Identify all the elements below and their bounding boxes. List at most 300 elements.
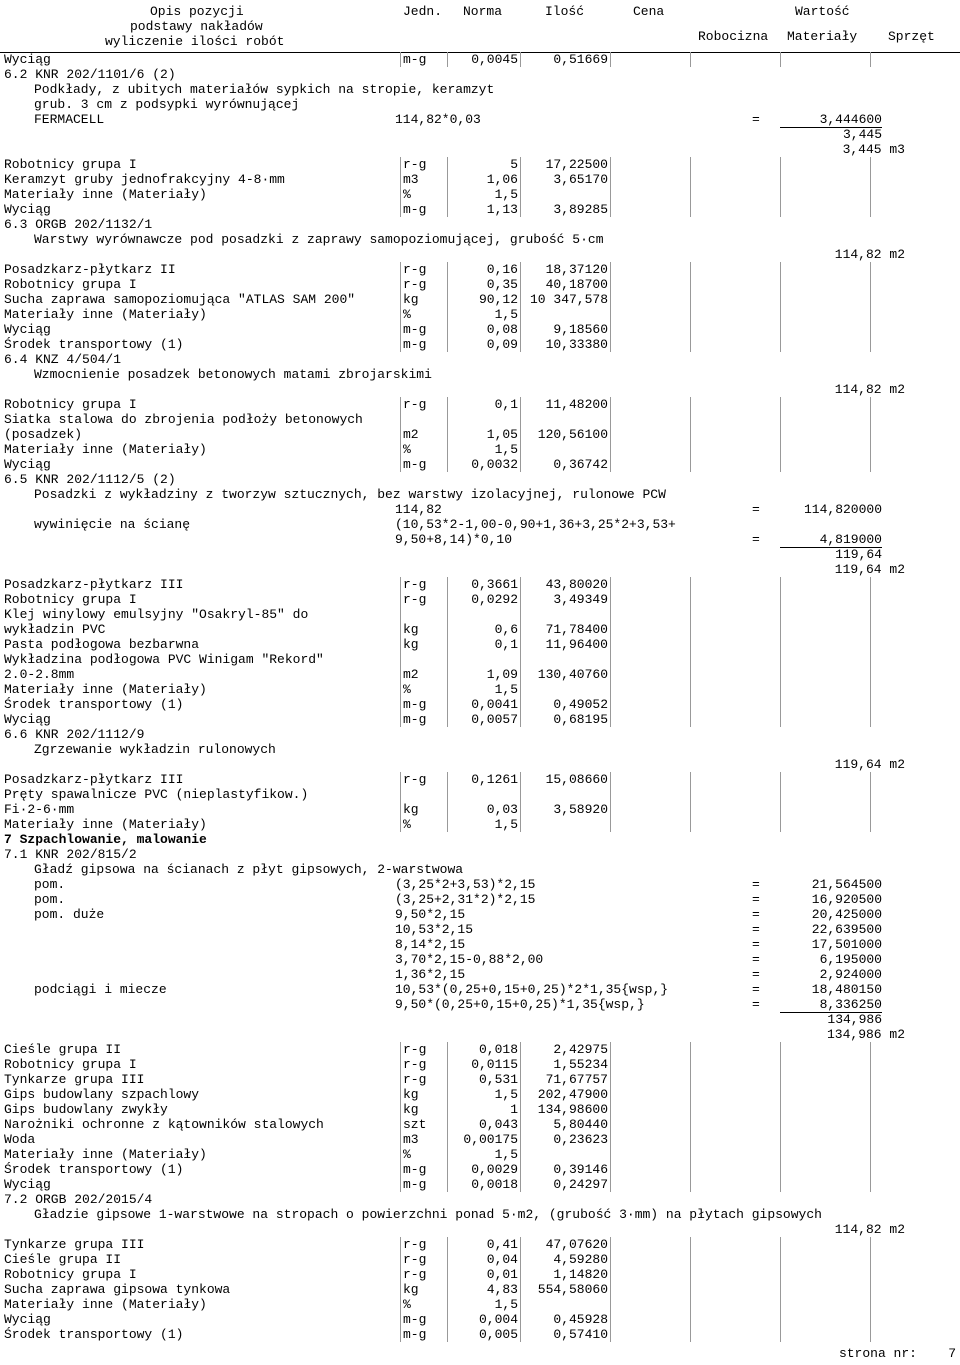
resource-ilosc: 134,98600 — [537, 1102, 608, 1117]
resource-norma: 0,004 — [478, 1312, 518, 1327]
estimate-table — [0, 52, 960, 1342]
table-row — [0, 682, 960, 697]
resource-unit: % — [403, 307, 411, 322]
calc-expression: (10,53*2-1,00-0,90+1,36+3,25*2+3,53+ — [395, 517, 676, 532]
resource-name: Sucha zaprawa gipsowa tynkowa — [4, 1282, 231, 1297]
resource-norma: 0,0292 — [471, 592, 518, 607]
calc-equals: = — [752, 502, 760, 517]
table-row — [0, 952, 960, 967]
table-row — [0, 337, 960, 352]
resource-ilosc: 0,51669 — [553, 52, 608, 67]
resource-norma: 0,0029 — [471, 1162, 518, 1177]
table-row — [0, 1207, 960, 1222]
resource-ilosc: 3,89285 — [553, 202, 608, 217]
resource-unit: r-g — [403, 1057, 427, 1072]
quantity-total: 134,986 m2 — [826, 1027, 905, 1042]
calc-equals: = — [752, 997, 760, 1012]
resource-unit: m2 — [403, 427, 419, 442]
resource-norma: 0,6 — [494, 622, 518, 637]
calc-value: 22,639500 — [811, 922, 882, 937]
resource-unit: r-g — [403, 1072, 427, 1087]
resource-name: Materiały inne (Materiały) — [4, 817, 207, 832]
resource-ilosc: 4,59280 — [553, 1252, 608, 1267]
resource-name: Wyciąg — [4, 457, 51, 472]
resource-ilosc: 47,07620 — [545, 1237, 608, 1252]
resource-norma: 0,1 — [494, 637, 518, 652]
header-jedn: Jedn. — [403, 4, 443, 19]
table-row — [0, 262, 960, 277]
calc-value: 8,336250 — [780, 997, 882, 1013]
table-row — [0, 742, 960, 757]
table-row — [0, 127, 960, 142]
resource-ilosc: 130,40760 — [537, 667, 608, 682]
resource-ilosc: 554,58060 — [537, 1282, 608, 1297]
table-row — [0, 52, 960, 67]
resource-name: Materiały inne (Materiały) — [4, 1147, 207, 1162]
resource-norma: 0,41 — [486, 1237, 518, 1252]
resource-norma: 0,0045 — [471, 52, 518, 67]
table-row — [0, 1282, 960, 1297]
calc-value: 20,425000 — [811, 907, 882, 922]
resource-norma: 0,1 — [494, 397, 518, 412]
table-row — [0, 232, 960, 247]
resource-norma: 1 — [510, 1102, 518, 1117]
resource-norma: 0,00175 — [463, 1132, 518, 1147]
resource-norma: 1,5 — [494, 307, 518, 322]
resource-norma: 0,35 — [486, 277, 518, 292]
table-row — [0, 1297, 960, 1312]
resource-name: Robotnicy grupa I — [4, 277, 137, 292]
resource-ilosc: 0,23623 — [553, 1132, 608, 1147]
header-sprzet: Sprzęt — [888, 29, 935, 44]
resource-unit: r-g — [403, 277, 427, 292]
table-row — [0, 892, 960, 907]
calc-equals: = — [752, 112, 760, 127]
position-code: 6.2 KNR 202/1101/6 (2) — [4, 67, 176, 82]
table-row — [0, 727, 960, 742]
resource-ilosc: 3,49349 — [553, 592, 608, 607]
quantity-total: 119,64 m2 — [834, 562, 905, 577]
table-row — [0, 457, 960, 472]
table-row — [0, 172, 960, 187]
resource-unit: m-g — [403, 1312, 427, 1327]
resource-unit: r-g — [403, 1237, 427, 1252]
position-description: Podkłady, z ubitych materiałów sypkich na stropie, keramzyt — [34, 82, 495, 97]
table-row — [0, 322, 960, 337]
resource-name: Materiały inne (Materiały) — [4, 1297, 207, 1312]
resource-name: Wyciąg — [4, 202, 51, 217]
table-row — [0, 352, 960, 367]
resource-name: Posadzkarz-płytkarz III — [4, 772, 184, 787]
resource-norma: 0,0115 — [471, 1057, 518, 1072]
resource-ilosc: 0,68195 — [553, 712, 608, 727]
table-row — [0, 472, 960, 487]
calc-label: pom. — [34, 892, 66, 907]
table-row — [0, 427, 960, 442]
table-row — [0, 532, 960, 547]
resource-unit: m-g — [403, 697, 427, 712]
resource-unit: kg — [403, 802, 419, 817]
resource-ilosc: 0,36742 — [553, 457, 608, 472]
calc-expression: 3,70*2,15-0,88*2,00 — [395, 952, 544, 967]
resource-name: Wyciąg — [4, 52, 51, 67]
calc-label: pom. — [34, 877, 66, 892]
resource-name: Materiały inne (Materiały) — [4, 307, 207, 322]
table-row — [0, 202, 960, 217]
header-opis-line3: wyliczenie ilości robót — [105, 34, 285, 49]
quantity-total: 3,445 m3 — [842, 142, 905, 157]
resource-name: Środek transportowy (1) — [4, 337, 184, 352]
resource-ilosc: 15,08660 — [545, 772, 608, 787]
calc-equals: = — [752, 952, 760, 967]
resource-ilosc: 0,24297 — [553, 1177, 608, 1192]
table-row — [0, 1012, 960, 1027]
quantity-total: 119,64 m2 — [834, 757, 905, 772]
resource-unit: m-g — [403, 1327, 427, 1342]
table-row — [0, 292, 960, 307]
resource-unit: r-g — [403, 157, 427, 172]
table-row — [0, 187, 960, 202]
resource-name: Cieśle grupa II — [4, 1042, 122, 1057]
position-description: Zgrzewanie wykładzin rulonowych — [34, 742, 276, 757]
table-row — [0, 787, 960, 802]
quantity-subtotal: 134,986 — [827, 1012, 882, 1027]
resource-name: Siatka stalowa do zbrojenia podłoży betonowych — [4, 412, 363, 427]
resource-name: Materiały inne (Materiały) — [4, 442, 207, 457]
resource-ilosc: 17,22500 — [545, 157, 608, 172]
calc-value: 16,920500 — [811, 892, 882, 907]
table-row — [0, 997, 960, 1012]
calc-value: 6,195000 — [819, 952, 882, 967]
table-row — [0, 112, 960, 127]
table-row — [0, 397, 960, 412]
table-row — [0, 1177, 960, 1192]
table-row — [0, 412, 960, 427]
resource-unit: m-g — [403, 322, 427, 337]
resource-name: Wykładzina podłogowa PVC Winigam "Rekord" — [4, 652, 324, 667]
resource-ilosc: 40,18700 — [545, 277, 608, 292]
resource-unit: m-g — [403, 202, 427, 217]
calc-equals: = — [752, 907, 760, 922]
table-row — [0, 1162, 960, 1177]
calc-value: 21,564500 — [811, 877, 882, 892]
resource-unit: r-g — [403, 397, 427, 412]
table-row — [0, 1312, 960, 1327]
resource-norma: 1,5 — [494, 1297, 518, 1312]
position-description: Gładź gipsowa na ścianach z płyt gipsowych, 2-warstwowa — [34, 862, 464, 877]
resource-norma: 0,09 — [486, 337, 518, 352]
quantity-total: 114,82 m2 — [834, 1222, 905, 1237]
resource-unit: kg — [403, 1102, 419, 1117]
resource-norma: 0,0018 — [471, 1177, 518, 1192]
resource-norma: 0,005 — [478, 1327, 518, 1342]
quantity-subtotal: 119,64 — [835, 547, 882, 562]
resource-unit: m-g — [403, 1177, 427, 1192]
resource-name: Środek transportowy (1) — [4, 697, 184, 712]
calc-equals: = — [752, 877, 760, 892]
header-materialy: Materiały — [787, 29, 858, 44]
calc-label: FERMACELL — [34, 112, 105, 127]
table-row — [0, 652, 960, 667]
table-row — [0, 562, 960, 577]
resource-unit: m-g — [403, 337, 427, 352]
resource-norma: 0,1261 — [471, 772, 518, 787]
resource-unit: % — [403, 1297, 411, 1312]
resource-unit: m3 — [403, 1132, 419, 1147]
resource-name: Pasta podłogowa bezbarwna — [4, 637, 200, 652]
resource-unit: r-g — [403, 1252, 427, 1267]
table-row — [0, 712, 960, 727]
resource-name: Posadzkarz-płytkarz II — [4, 262, 176, 277]
table-row — [0, 1237, 960, 1252]
resource-ilosc: 71,67757 — [545, 1072, 608, 1087]
table-row — [0, 847, 960, 862]
table-row — [0, 1147, 960, 1162]
resource-name: Wyciąg — [4, 712, 51, 727]
position-description: Gładzie gipsowe 1-warstwowe na stropach o powierzchni ponad 5·m2, (grubość 3·mm) na płytach gipsowych — [34, 1207, 822, 1222]
header-ilosc: Ilość — [545, 4, 585, 19]
resource-unit: % — [403, 817, 411, 832]
resource-norma: 5 — [510, 157, 518, 172]
resource-name: Robotnicy grupa I — [4, 397, 137, 412]
calc-label: wywinięcie na ścianę — [34, 517, 191, 532]
resource-unit: r-g — [403, 1042, 427, 1057]
resource-norma: 0,018 — [478, 1042, 518, 1057]
calc-expression: 9,50*2,15 — [395, 907, 466, 922]
position-code: 7.2 ORGB 202/2015/4 — [4, 1192, 153, 1207]
resource-norma: 1,5 — [494, 1087, 518, 1102]
resource-name: Materiały inne (Materiały) — [4, 187, 207, 202]
resource-ilosc: 18,37120 — [545, 262, 608, 277]
resource-name: Wyciąg — [4, 1177, 51, 1192]
resource-name: Wyciąg — [4, 322, 51, 337]
resource-unit: % — [403, 682, 411, 697]
resource-ilosc: 71,78400 — [545, 622, 608, 637]
resource-unit: m-g — [403, 712, 427, 727]
resource-name: Woda — [4, 1132, 36, 1147]
table-row — [0, 877, 960, 892]
position-description: grub. 3 cm z podsypki wyrównującej — [34, 97, 300, 112]
resource-unit: % — [403, 1147, 411, 1162]
table-row — [0, 247, 960, 262]
position-code: 6.6 KNR 202/1112/9 — [4, 727, 145, 742]
resource-unit: r-g — [403, 262, 427, 277]
header-opis-line2: podstawy nakładów — [130, 19, 263, 34]
header-robocizna: Robocizna — [698, 29, 769, 44]
resource-norma: 0,0057 — [471, 712, 518, 727]
table-row — [0, 1087, 960, 1102]
resource-ilosc: 9,18560 — [553, 322, 608, 337]
page-number: 7 — [948, 1346, 956, 1361]
resource-norma: 1,05 — [486, 427, 518, 442]
resource-name: Posadzkarz-płytkarz III — [4, 577, 184, 592]
calc-value: 18,480150 — [811, 982, 882, 997]
calc-value: 114,820000 — [803, 502, 882, 517]
resource-ilosc: 120,56100 — [537, 427, 608, 442]
position-code: 6.4 KNZ 4/504/1 — [4, 352, 122, 367]
table-row — [0, 382, 960, 397]
resource-ilosc: 0,45928 — [553, 1312, 608, 1327]
resource-ilosc: 3,65170 — [553, 172, 608, 187]
table-row — [0, 802, 960, 817]
calc-expression: 9,50*(0,25+0,15+0,25)*1,35{wsp,} — [395, 997, 645, 1012]
resource-ilosc: 5,80440 — [553, 1117, 608, 1132]
table-row — [0, 142, 960, 157]
position-code: 6.3 ORGB 202/1132/1 — [4, 217, 153, 232]
resource-unit: m-g — [403, 1162, 427, 1177]
resource-unit: r-g — [403, 592, 427, 607]
resource-name: Keramzyt gruby jednofrakcyjny 4-8·mm — [4, 172, 285, 187]
table-row — [0, 442, 960, 457]
calc-value: 4,819000 — [780, 532, 882, 548]
resource-unit: % — [403, 442, 411, 457]
resource-name: Robotnicy grupa I — [4, 157, 137, 172]
resource-name: (posadzek) — [4, 427, 83, 442]
table-row — [0, 592, 960, 607]
table-row — [0, 1192, 960, 1207]
table-row — [0, 1117, 960, 1132]
table-row — [0, 1252, 960, 1267]
table-row — [0, 772, 960, 787]
position-description: Warstwy wyrównawcze pod posadzki z zaprawy samopoziomującej, grubość 5·cm — [34, 232, 604, 247]
calc-expression: 114,82*0,03 — [395, 112, 481, 127]
resource-name: Tynkarze grupa III — [4, 1237, 145, 1252]
calc-expression: 10,53*(0,25+0,15+0,25)*2*1,35{wsp,} — [395, 982, 669, 997]
header-norma: Norma — [463, 4, 503, 19]
resource-name: Gips budowlany szpachlowy — [4, 1087, 200, 1102]
header-opis-line1: Opis pozycji — [150, 4, 244, 19]
page-label: strona nr: — [838, 1346, 917, 1361]
quantity-subtotal: 3,445 — [842, 127, 882, 142]
resource-norma: 0,0032 — [471, 457, 518, 472]
table-row — [0, 817, 960, 832]
table-row — [0, 907, 960, 922]
resource-ilosc: 1,55234 — [553, 1057, 608, 1072]
quantity-total: 114,82 m2 — [834, 382, 905, 397]
resource-norma: 0,08 — [486, 322, 518, 337]
table-row — [0, 487, 960, 502]
resource-name: Pręty spawalnicze PVC (nieplastyfikow.) — [4, 787, 309, 802]
resource-unit: % — [403, 187, 411, 202]
calc-expression: 10,53*2,15 — [395, 922, 474, 937]
resource-unit: kg — [403, 1282, 419, 1297]
resource-ilosc: 0,49052 — [553, 697, 608, 712]
resource-unit: r-g — [403, 1267, 427, 1282]
resource-name: Środek transportowy (1) — [4, 1327, 184, 1342]
calc-equals: = — [752, 922, 760, 937]
table-row — [0, 67, 960, 82]
resource-unit: kg — [403, 292, 419, 307]
resource-ilosc: 43,80020 — [545, 577, 608, 592]
resource-name: Fi·2-6·mm — [4, 802, 75, 817]
resource-name: Materiały inne (Materiały) — [4, 682, 207, 697]
resource-name: Wyciąg — [4, 1312, 51, 1327]
header-wartosc: Wartość — [795, 4, 850, 19]
calc-label: pom. duże — [34, 907, 105, 922]
resource-ilosc: 11,48200 — [545, 397, 608, 412]
table-row — [0, 307, 960, 322]
table-row — [0, 547, 960, 562]
resource-name: Robotnicy grupa I — [4, 1267, 137, 1282]
resource-norma: 0,043 — [478, 1117, 518, 1132]
page-footer — [839, 1346, 956, 1361]
resource-norma: 0,01 — [486, 1267, 518, 1282]
header-cena: Cena — [633, 4, 665, 19]
resource-norma: 0,16 — [486, 262, 518, 277]
resource-name: Robotnicy grupa I — [4, 1057, 137, 1072]
calc-value: 2,924000 — [819, 967, 882, 982]
table-header — [0, 0, 960, 52]
resource-unit: kg — [403, 1087, 419, 1102]
table-row — [0, 1102, 960, 1117]
position-description: Wzmocnienie posadzek betonowych matami zbrojarskimi — [34, 367, 432, 382]
resource-norma: 1,06 — [486, 172, 518, 187]
calc-expression: (3,25*2+3,53)*2,15 — [395, 877, 536, 892]
table-row — [0, 862, 960, 877]
table-row — [0, 517, 960, 532]
resource-name: Narożniki ochronne z kątowników stalowych — [4, 1117, 324, 1132]
resource-name: Sucha zaprawa samopoziomująca "ATLAS SAM 200" — [4, 292, 356, 307]
table-row — [0, 982, 960, 997]
table-row — [0, 1222, 960, 1237]
calc-expression: 114,82 — [395, 502, 442, 517]
table-row — [0, 1027, 960, 1042]
table-row — [0, 82, 960, 97]
calc-expression: 1,36*2,15 — [395, 967, 466, 982]
calc-equals: = — [752, 982, 760, 997]
table-row — [0, 1042, 960, 1057]
resource-unit: m-g — [403, 52, 427, 67]
resource-name: 2.0-2.8mm — [4, 667, 75, 682]
table-row — [0, 697, 960, 712]
calc-label: podciągi i miecze — [34, 982, 167, 997]
calc-equals: = — [752, 892, 760, 907]
table-row — [0, 1267, 960, 1282]
resource-norma: 1,13 — [486, 202, 518, 217]
resource-ilosc: 0,57410 — [553, 1327, 608, 1342]
resource-name: Robotnicy grupa I — [4, 592, 137, 607]
table-row — [0, 622, 960, 637]
resource-norma: 1,5 — [494, 187, 518, 202]
table-row — [0, 1327, 960, 1342]
table-row — [0, 217, 960, 232]
table-row — [0, 157, 960, 172]
resource-norma: 1,5 — [494, 1147, 518, 1162]
resource-norma: 0,03 — [486, 802, 518, 817]
calc-expression: 8,14*2,15 — [395, 937, 466, 952]
resource-name: Środek transportowy (1) — [4, 1162, 184, 1177]
table-row — [0, 667, 960, 682]
resource-name: wykładzin PVC — [4, 622, 106, 637]
calc-equals: = — [752, 937, 760, 952]
table-row — [0, 1072, 960, 1087]
resource-unit: kg — [403, 622, 419, 637]
calc-equals: = — [752, 532, 760, 547]
table-row — [0, 277, 960, 292]
section-title: 7 Szpachlowanie, malowanie — [4, 832, 207, 847]
resource-norma: 1,5 — [494, 442, 518, 457]
table-row — [0, 607, 960, 622]
calc-value: 17,501000 — [811, 937, 882, 952]
resource-norma: 0,04 — [486, 1252, 518, 1267]
table-row — [0, 922, 960, 937]
resource-norma: 1,09 — [486, 667, 518, 682]
table-row — [0, 967, 960, 982]
table-row — [0, 502, 960, 517]
resource-norma: 1,5 — [494, 682, 518, 697]
resource-unit: r-g — [403, 577, 427, 592]
table-row — [0, 1132, 960, 1147]
